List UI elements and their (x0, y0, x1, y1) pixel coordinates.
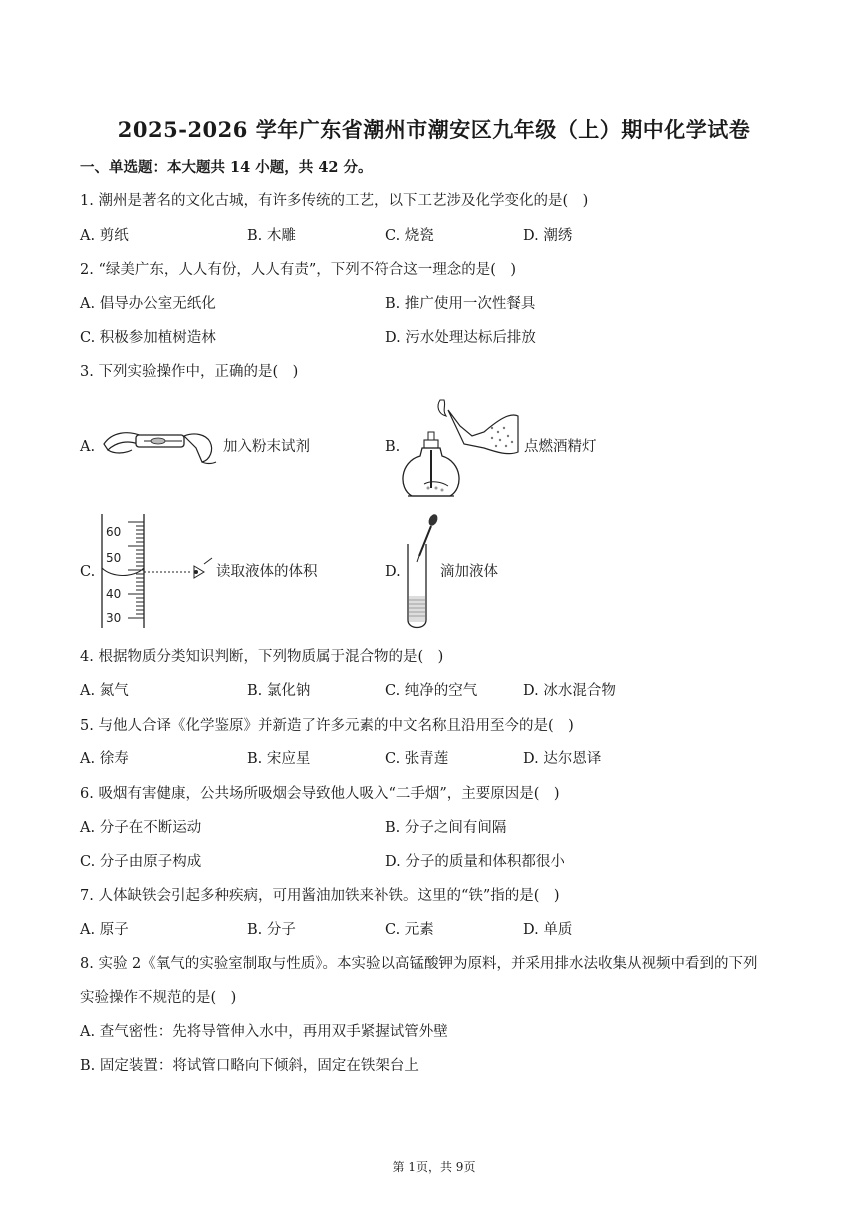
question-3-option-d-caption: 滴加液体 (440, 564, 498, 580)
question-4-option-b: B. 氯化钠 (247, 683, 311, 699)
question-4-option-c: C. 纯净的空气 (385, 683, 478, 699)
question-7-option-a: A. 原子 (80, 922, 129, 938)
question-2-option-d: D. 污水处理达标后排放 (385, 330, 536, 346)
graduated-cylinder-illustration (98, 512, 218, 630)
question-3-option-b-caption: 点燃酒精灯 (524, 439, 597, 455)
question-4-option-d: D. 冰水混合物 (523, 683, 616, 699)
question-6-option-b: B. 分子之间有间隔 (385, 820, 507, 836)
question-1-option-a: A. 剪纸 (80, 228, 129, 244)
page-footer: 第 1页，共 9页 (392, 1160, 476, 1174)
question-1-option-d: D. 潮绣 (523, 228, 573, 244)
question-1-stem: 1. 潮州是著名的文化古城，有许多传统的工艺，以下工艺涉及化学变化的是( ) (80, 193, 589, 209)
cylinder-tick-30: 30 (106, 611, 122, 625)
question-2-option-c: C. 积极参加植树造林 (80, 330, 216, 346)
question-5-stem: 5. 与他人合译《化学鉴原》并新造了许多元素的中文名称且沿用至今的是( ) (80, 718, 574, 734)
dropper-test-tube-illustration (400, 512, 444, 632)
question-2-option-b: B. 推广使用一次性餐具 (385, 296, 536, 312)
question-7-option-d: D. 单质 (523, 922, 573, 938)
section-heading: 一、单选题：本大题共 14 小题，共 42 分。 (80, 159, 373, 176)
question-8-option-a: A. 查气密性：先将导管伸入水中，再用双手紧握试管外壁 (80, 1024, 448, 1040)
question-3-option-a-caption: 加入粉末试剂 (223, 439, 310, 455)
question-2-option-a: A. 倡导办公室无纸化 (80, 296, 216, 312)
question-8-stem-line-1: 8. 实验 2《氧气的实验室制取与性质》。本实验以高锰酸钾为原料，并采用排水法收集从视频中看到的下列 (80, 956, 758, 972)
question-3-stem: 3. 下列实验操作中，正确的是( ) (80, 364, 299, 380)
question-3-option-a-letter: A. (80, 439, 96, 455)
question-5-option-c: C. 张青莲 (385, 751, 449, 767)
exam-title: 2025-2026 学年广东省潮州市潮安区九年级（上）期中化学试卷 (117, 117, 751, 142)
question-8-stem-line-2: 实验操作不规范的是( ) (80, 990, 237, 1006)
question-1-option-c: C. 烧瓷 (385, 228, 434, 244)
question-4-option-a: A. 氮气 (80, 683, 129, 699)
question-5-option-a: A. 徐寿 (80, 751, 129, 767)
question-2-stem: 2. “绿美广东，人人有份，人人有责”，下列不符合这一理念的是( ) (80, 262, 517, 278)
question-5-option-d: D. 达尔恩译 (523, 751, 602, 767)
alcohol-lamp-illustration (402, 392, 522, 502)
question-6-option-c: C. 分子由原子构成 (80, 854, 202, 870)
question-3-option-c-caption: 读取液体的体积 (216, 564, 318, 580)
test-tube-powder-illustration (98, 418, 222, 468)
question-6-option-a: A. 分子在不断运动 (80, 820, 202, 836)
question-7-option-c: C. 元素 (385, 922, 434, 938)
cylinder-tick-40: 40 (106, 587, 122, 601)
question-4-stem: 4. 根据物质分类知识判断，下列物质属于混合物的是( ) (80, 649, 444, 665)
cylinder-tick-60: 60 (106, 525, 122, 539)
question-1-option-b: B. 木雕 (247, 228, 296, 244)
question-5-option-b: B. 宋应星 (247, 751, 311, 767)
cylinder-tick-50: 50 (106, 551, 122, 565)
question-3-option-b-letter: B. (385, 439, 401, 455)
question-6-option-d: D. 分子的质量和体积都很小 (385, 854, 565, 870)
question-6-stem: 6. 吸烟有害健康，公共场所吸烟会导致他人吸入“二手烟”，主要原因是( ) (80, 786, 560, 802)
question-3-option-d-letter: D. (385, 564, 401, 580)
question-7-option-b: B. 分子 (247, 922, 296, 938)
question-8-option-b: B. 固定装置：将试管口略向下倾斜，固定在铁架台上 (80, 1058, 419, 1074)
question-7-stem: 7. 人体缺铁会引起多种疾病，可用酱油加铁来补铁。这里的“铁”指的是( ) (80, 888, 560, 904)
question-3-option-c-letter: C. (80, 564, 96, 580)
